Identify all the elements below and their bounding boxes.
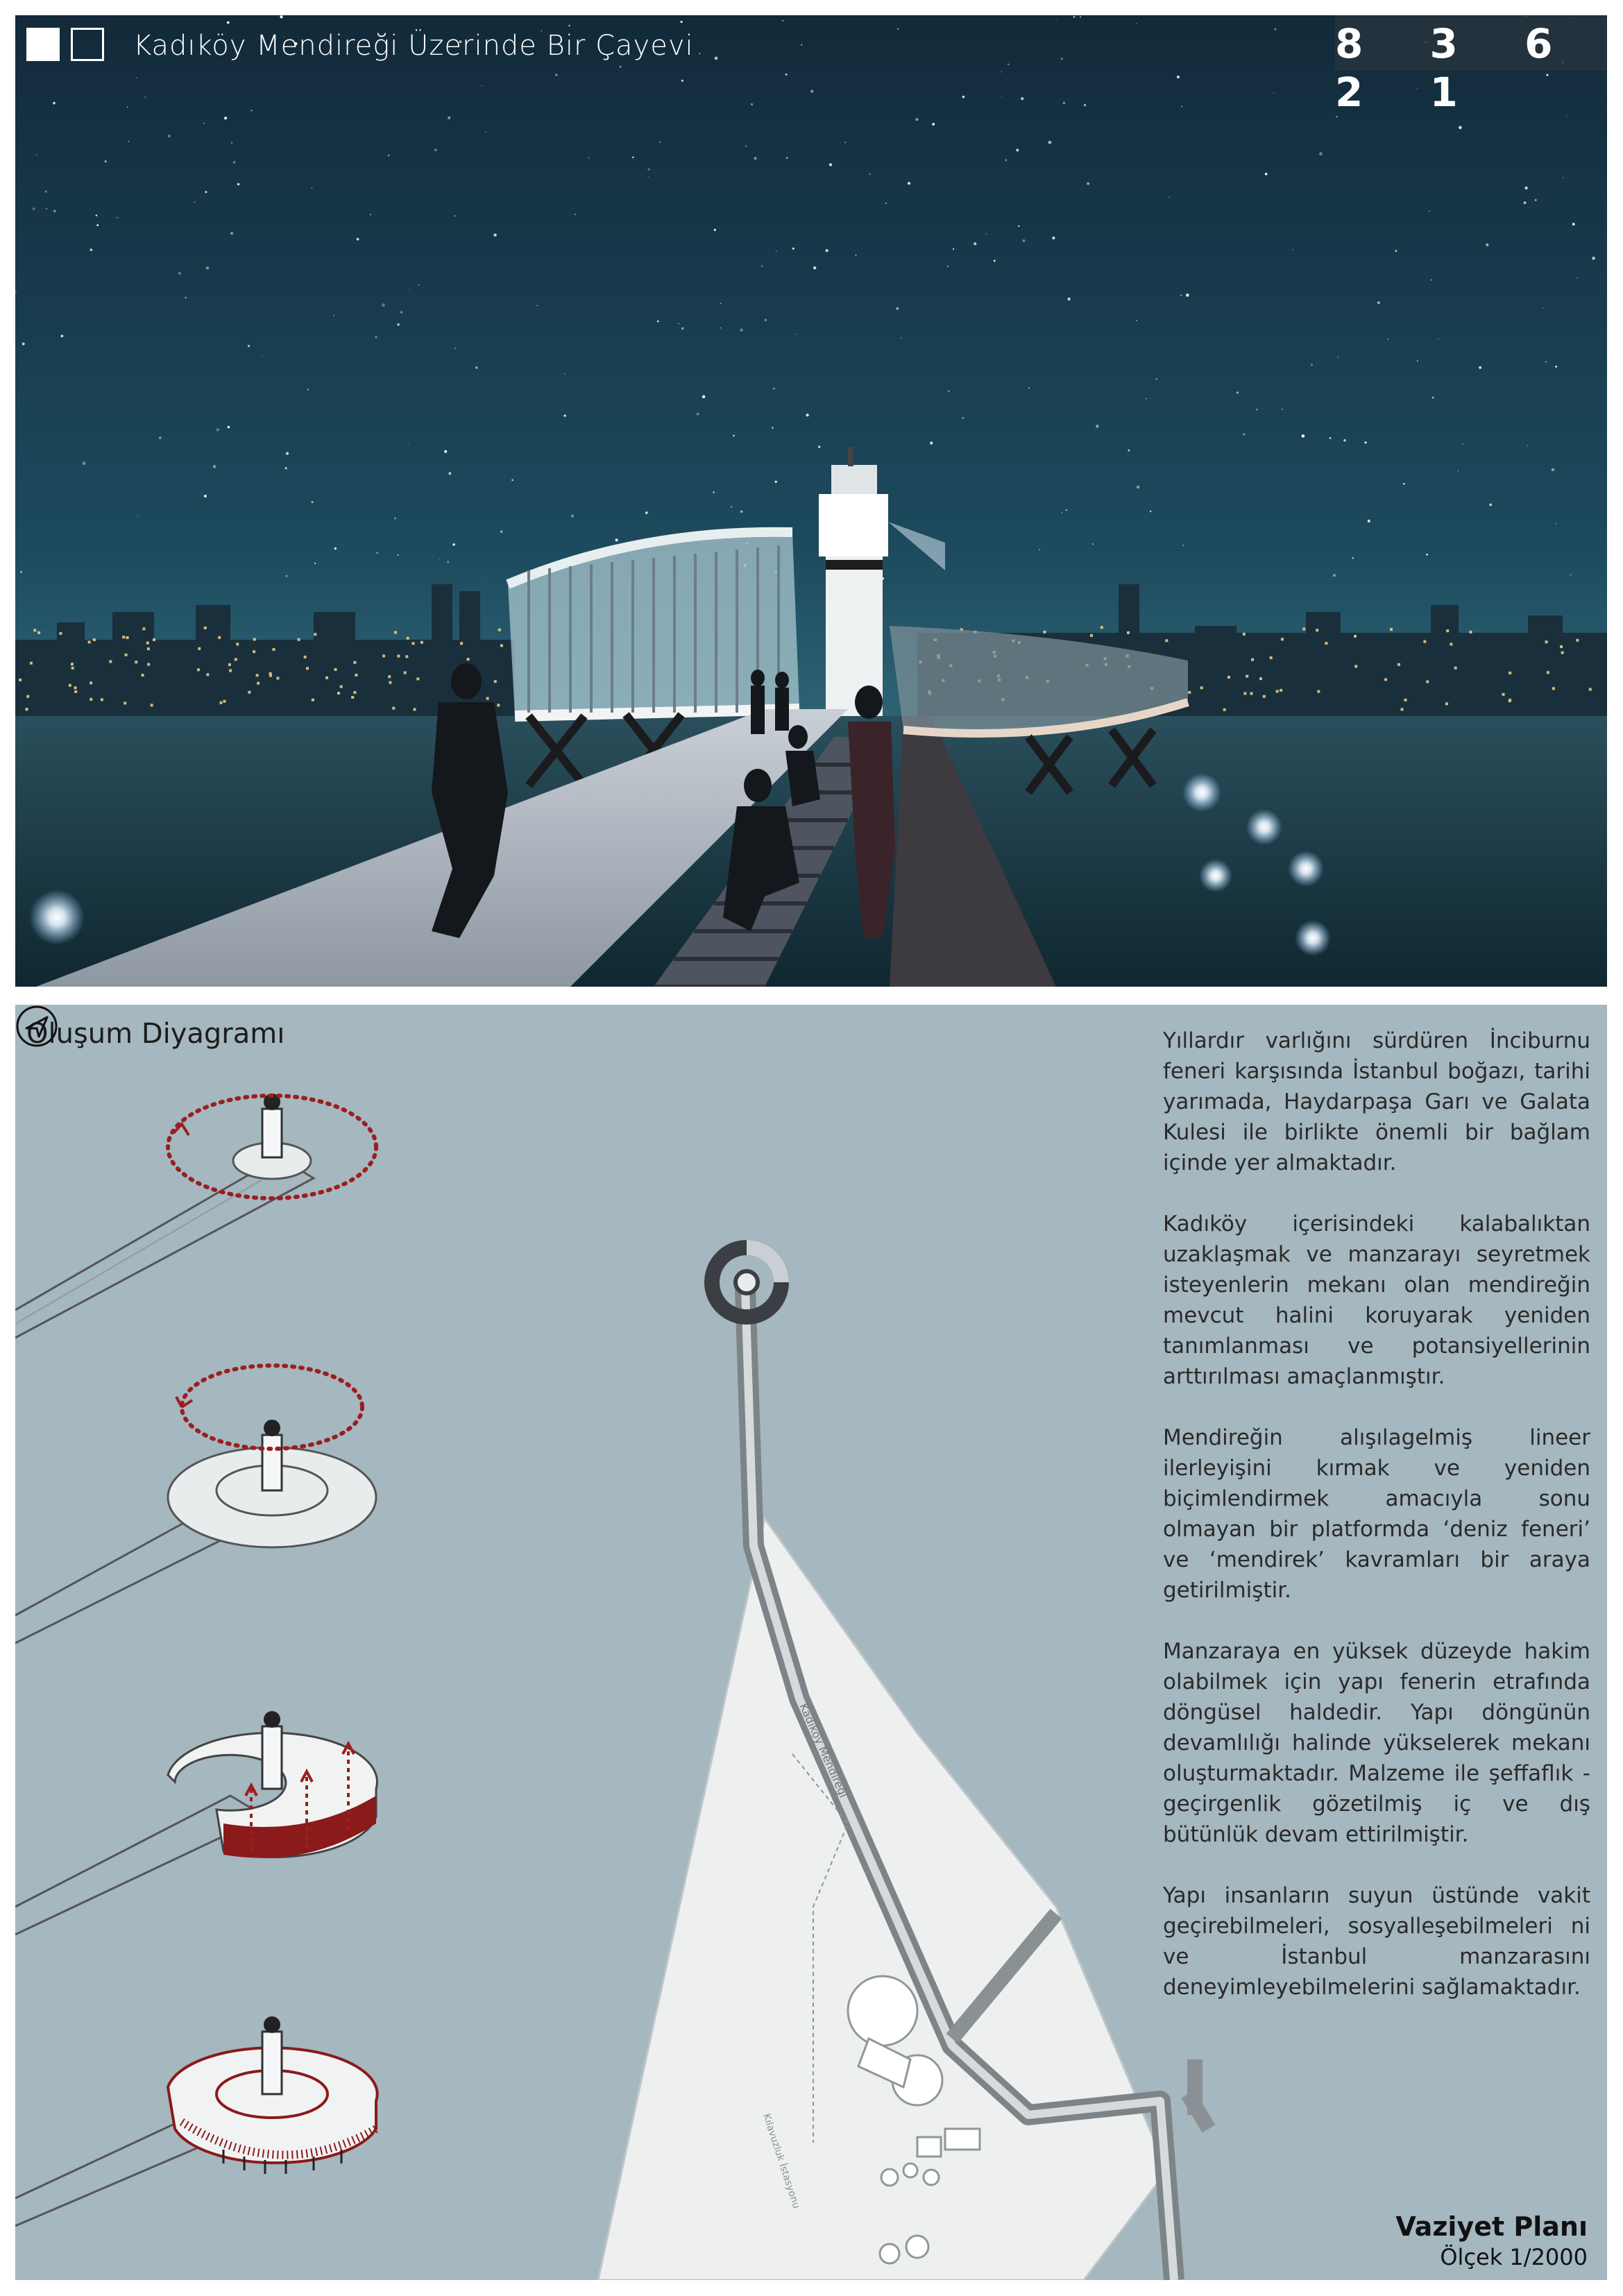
outline-square-icon (71, 28, 104, 61)
night-render-image (15, 15, 1607, 987)
project-code-box (1335, 15, 1607, 116)
compass-arrow-icon (15, 1005, 58, 1048)
header-squares (26, 28, 104, 61)
description-paragraph: Manzaraya en yüksek düzeyde hakim olabilmek için yapı fenerin etrafında döngüsel haldedir. Yapı döngünün devamlılığı halinde yükselerek mekanı oluşturmaktadır. Malzeme ile şeffaflık - geçirgenlik gözetilmiş iç ve dış bütünlük devam ettirilmiştir. (1163, 1639, 1590, 1847)
render-panel (15, 15, 1607, 987)
description-paragraph: Mendireğin alışılagelmiş lineer ilerleyişini kırmak ve yeniden biçimlendirmek amacıyla sonu olmayan bir platformda ‘deniz feneri’ ve ‘mendirek’ kavramları bir araya getirilmiştir. (1163, 1425, 1590, 1603)
description-paragraph: Yapı insanların suyun üstünde vakit geçirebilmeleri, sosyalleşebilmeleri ni ve İstanbul manzarasını deneyimleyebilmelerini sağlamaktadır. (1163, 1883, 1590, 2000)
site-plan-title: Vaziyet Planı (1395, 2211, 1588, 2242)
plan-panel (15, 1005, 1607, 2280)
description-paragraph: Yıllardır varlığını sürdüren İnciburnu feneri karşısında İstanbul boğazı, tarihi yarımada, Haydarpaşa Garı ve Galata Kulesi ile birlikte önemli bir bağlam içinde yer almaktadır. (1163, 1028, 1590, 1175)
diagram-stage-3 (15, 1711, 377, 1934)
breakwater-label: Kadıköy Mendireği (797, 1701, 851, 1800)
site-plan-label (1395, 2211, 1588, 2272)
diagram-stage-2 (15, 1366, 376, 1643)
diagram-stage-1 (15, 1094, 376, 1338)
station-label: Kılavuzluk İstasyonu (760, 2112, 802, 2210)
site-plan-scale: Ölçek 1/2000 (1440, 2244, 1588, 2270)
diagram-title: Oluşum Diyagramı (26, 1018, 285, 1050)
formation-diagram (15, 1094, 377, 2226)
filled-square-icon (26, 28, 60, 61)
project-code: 8 3 6 2 1 (1335, 20, 1579, 116)
description-paragraph: Kadıköy içerisindeki kalabalıktan uzaklaşmak ve manzarayı seyretmek isteyenlerin mekanı olan mendireğin mevcut halini koruyarak yeniden tanımlanması ve potansiyellerinin arttırılması amaçlanmıştır. (1163, 1211, 1590, 1389)
project-description (1163, 1026, 1590, 2033)
project-title: Kadıköy Mendireği Üzerinde Bir Çayevi (133, 30, 694, 62)
diagram-stage-4 (15, 2016, 377, 2226)
